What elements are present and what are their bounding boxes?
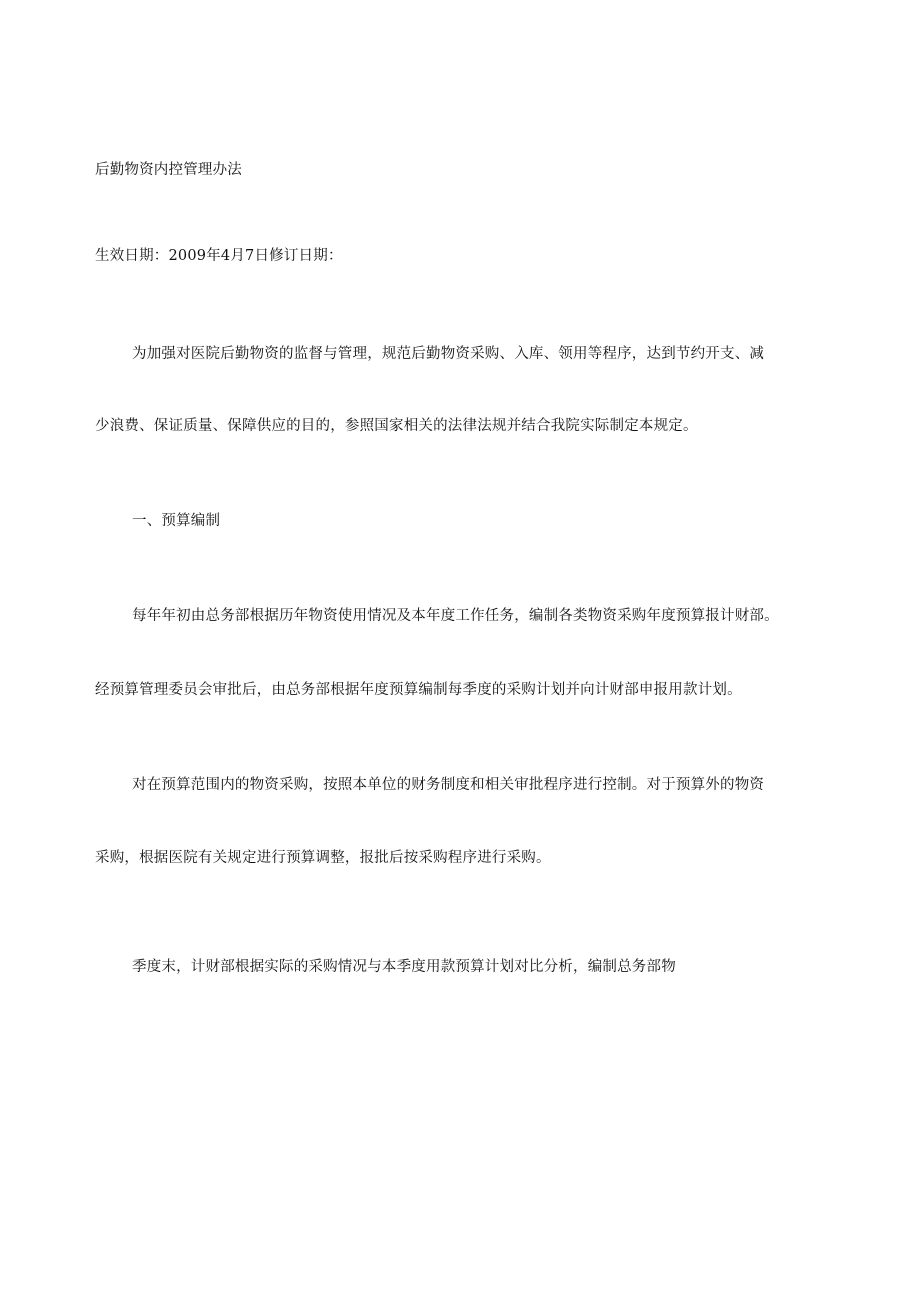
- para3-line-1: 季度末，计财部根据实际的采购情况与本季度用款预算计划对比分析，编制总务部物: [132, 959, 676, 975]
- intro-line-2: 少浪费、保证质量、保障供应的目的，参照国家相关的法律法规并结合我院实际制定本规定。: [95, 418, 698, 434]
- document-title: 后勤物资内控管理办法: [95, 162, 242, 178]
- section-heading-budget: 一、预算编制: [132, 513, 221, 529]
- para2-line-2: 采购，根据医院有关规定进行预算调整，报批后按采购程序进行采购。: [95, 850, 551, 866]
- effective-date-line: 生效日期：2009年4月7日修订日期：: [95, 248, 343, 264]
- para1-line-1: 每年年初由总务部根据历年物资使用情况及本年度工作任务，编制各类物资采购年度预算报计财部。: [132, 608, 779, 624]
- para1-line-2: 经预算管理委员会审批后，由总务部根据年度预算编制每季度的采购计划并向计财部申报用款计划。: [95, 682, 742, 698]
- para2-line-1: 对在预算范围内的物资采购，按照本单位的财务制度和相关审批程序进行控制。对于预算外的物资: [132, 777, 765, 793]
- intro-line-1: 为加强对医院后勤物资的监督与管理，规范后勤物资采购、入库、领用等程序，达到节约开支、减: [132, 346, 765, 362]
